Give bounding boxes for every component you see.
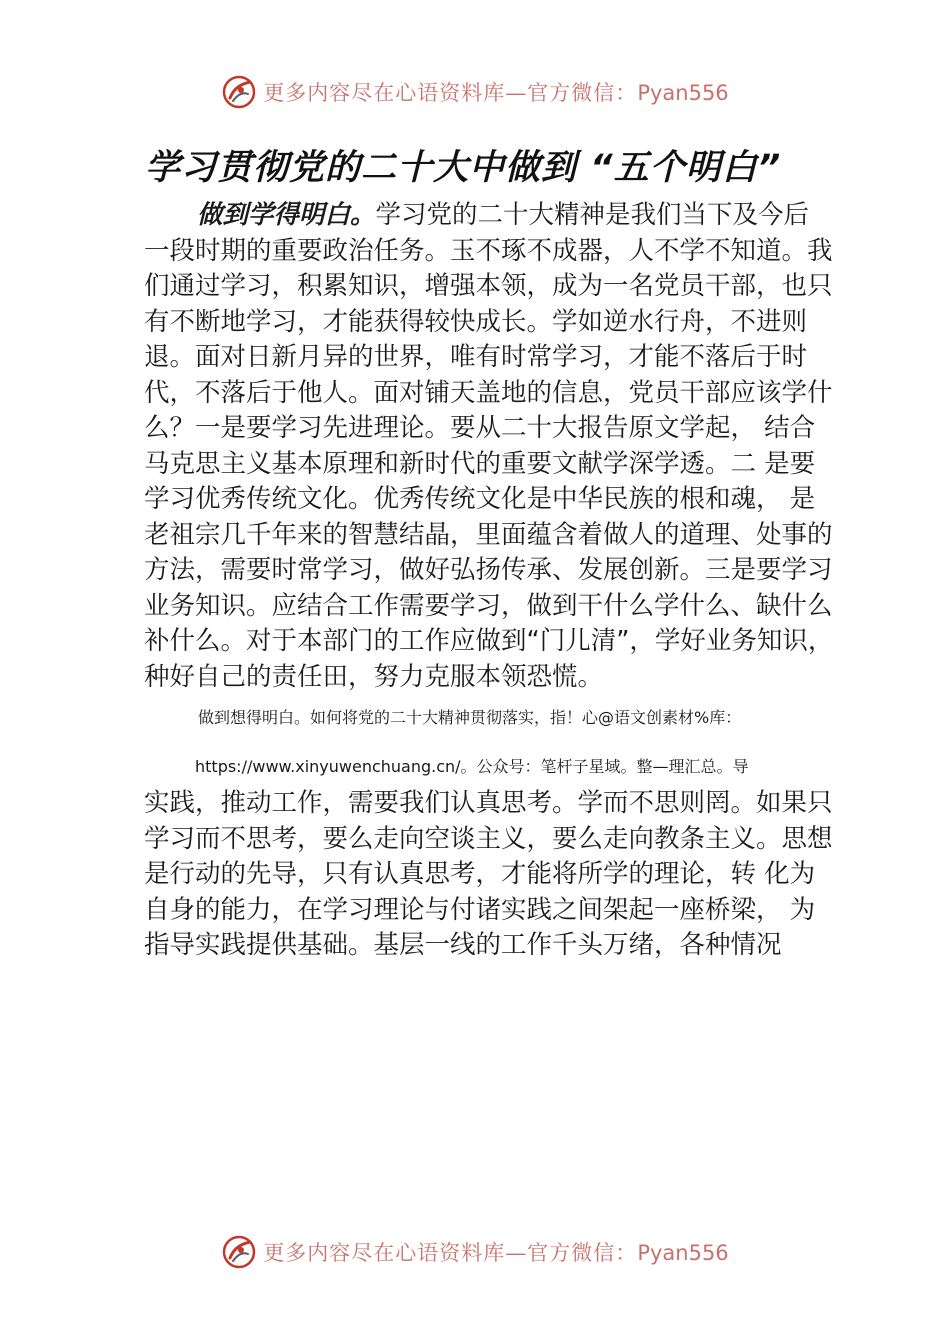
footer-banner [0, 1232, 950, 1272]
footer-wechat-id: Pyan556 [637, 1241, 729, 1265]
header-wechat-id: Pyan556 [637, 81, 729, 105]
section2-line1: 做到想得明白。如何将党的二十大精神贯彻落实，指！心@语文创素材%库： [198, 708, 742, 727]
footer-banner-text: 更多内容尽在心语资料库—官方微信：Pyan556 [263, 1241, 729, 1265]
section2-line2: https://www.xinyuwenchuang.cn/。公众号：笔杆子星域。整—理汇总。导 [195, 757, 749, 776]
header-banner [0, 72, 950, 112]
section1-lead: 做到学得明白。 [197, 200, 376, 230]
header-banner-text: 更多内容尽在心语资料库—官方微信：Pyan556 [263, 81, 729, 105]
section2-body: 实践，推动工作，需要我们认真思考。学而不思则罔。如果只学习而不思考，要么走向空谈主义，要么走向教条主义。思想是行动的先导，只有认真思考，才能将所学的理论，转 化为自身的能力，在学习理论与付诸实践之间架起一座桥梁， 为指导实践提供基础。基层一线的工作千头万绪，各种情况 [144, 788, 833, 960]
brand-logo-icon [221, 74, 257, 110]
section1-paragraph [144, 198, 834, 695]
brand-logo-icon [221, 1234, 257, 1270]
document-title: 学习贯彻党的二十大中做到 “五个明白” [145, 148, 782, 188]
section1-body: 学习党的二十大精神是我们当下及今后一段时期的重要政治任务。玉不琢不成器，人不学不知道。我们通过学习，积累知识，增强本领，成为一名党员干部，也只有不断地学习，才能获得较快成长。学如逆水行舟，不进则退。面对日新月异的世界，唯有时常学习，才能不落后于时代，不落后于他人。面对铺天盖地的信息，党员干部应该学什么？一是要学习先进理论。要从二十大报告原文学起， 结合马克思主义基本原理和新时代的重要文献学深学透。二 是要学习优秀传统文化。优秀传统文化是中华民族的根和魂， 是老祖宗几千年来的智慧结晶，里面蕴含着做人的道理、处事的方法，需要时常学习，做好弘扬传承、发展创新。三是要学习业务知识。应结合工作需要学习，做到干什么学什么、缺什么补什么。对于本部门的工作应做到“门儿清”，学好业务知识，种好自己的责任田，努力克服本领恐慌。 [144, 200, 834, 692]
